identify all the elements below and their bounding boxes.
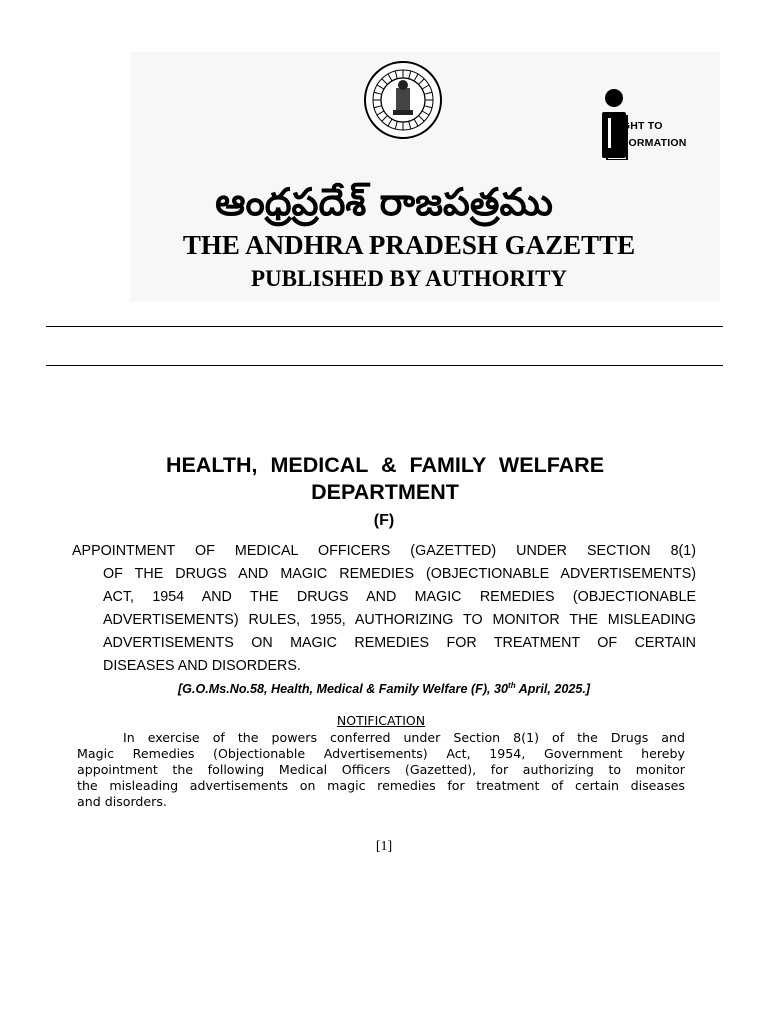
rti-label-line2: INFORMATION — [611, 137, 687, 149]
gazette-title-english: THE ANDHRA PRADESH GAZETTE — [182, 230, 636, 260]
header-rule-bottom — [46, 365, 723, 366]
subject-line: ADVERTISEMENTS ON MAGIC REMEDIES FOR TREATMENT OF CERTAIN — [103, 635, 696, 651]
page-number: [1] — [375, 839, 393, 854]
subject-line: ACT, 1954 AND THE DRUGS AND MAGIC REMEDIES (OBJECTIONABLE — [103, 589, 696, 605]
go-reference-superscript: th — [508, 681, 516, 690]
header-rule-top — [46, 326, 723, 327]
go-reference-prefix: [G.O.Ms.No.58, Health, Medical & Family Welfare (F), 30 — [177, 682, 509, 697]
department-section: (F) — [373, 512, 395, 529]
notification-line: In exercise of the powers conferred under Section 8(1) of the Drugs and — [123, 730, 685, 745]
go-reference — [0, 677, 768, 698]
department-title-line1: HEALTH, MEDICAL & FAMILY WELFARE — [165, 453, 605, 477]
published-by-authority: PUBLISHED BY AUTHORITY — [250, 266, 568, 291]
subject-line: APPOINTMENT OF MEDICAL OFFICERS (GAZETTED) UNDER SECTION 8(1) — [72, 543, 696, 559]
notification-line: and disorders. — [77, 794, 167, 809]
notification-line: the misleading advertisements on magic remedies for treatment of certain diseases — [77, 778, 685, 793]
subject-line: ADVERTISEMENTS) RULES, 1955, AUTHORIZING TO MONITOR THE MISLEADING — [103, 612, 696, 628]
subject-line: OF THE DRUGS AND MAGIC REMEDIES (OBJECTIONABLE ADVERTISEMENTS) — [103, 566, 696, 582]
department-title-line2: DEPARTMENT — [311, 480, 459, 504]
notification-line: appointment the following Medical Officers (Gazetted), for authorizing to monitor — [77, 762, 685, 777]
rti-label-line1: RIGHT TO — [611, 120, 663, 132]
notification-body — [77, 730, 685, 810]
subject-line: DISEASES AND DISORDERS. — [103, 658, 301, 674]
rti-label — [611, 118, 687, 152]
department-title — [100, 452, 670, 506]
subject-text — [72, 540, 696, 678]
go-reference-suffix: April, 2025.] — [515, 682, 591, 697]
gazette-title-telugu: ఆంధ్రప్రదేశ్ రాజపత్రము — [215, 180, 553, 224]
state-emblem-icon — [363, 60, 443, 140]
notification-heading: NOTIFICATION — [336, 713, 426, 728]
notification-line: Magic Remedies (Objectionable Advertisements) Act, 1954, Government hereby — [77, 746, 685, 761]
